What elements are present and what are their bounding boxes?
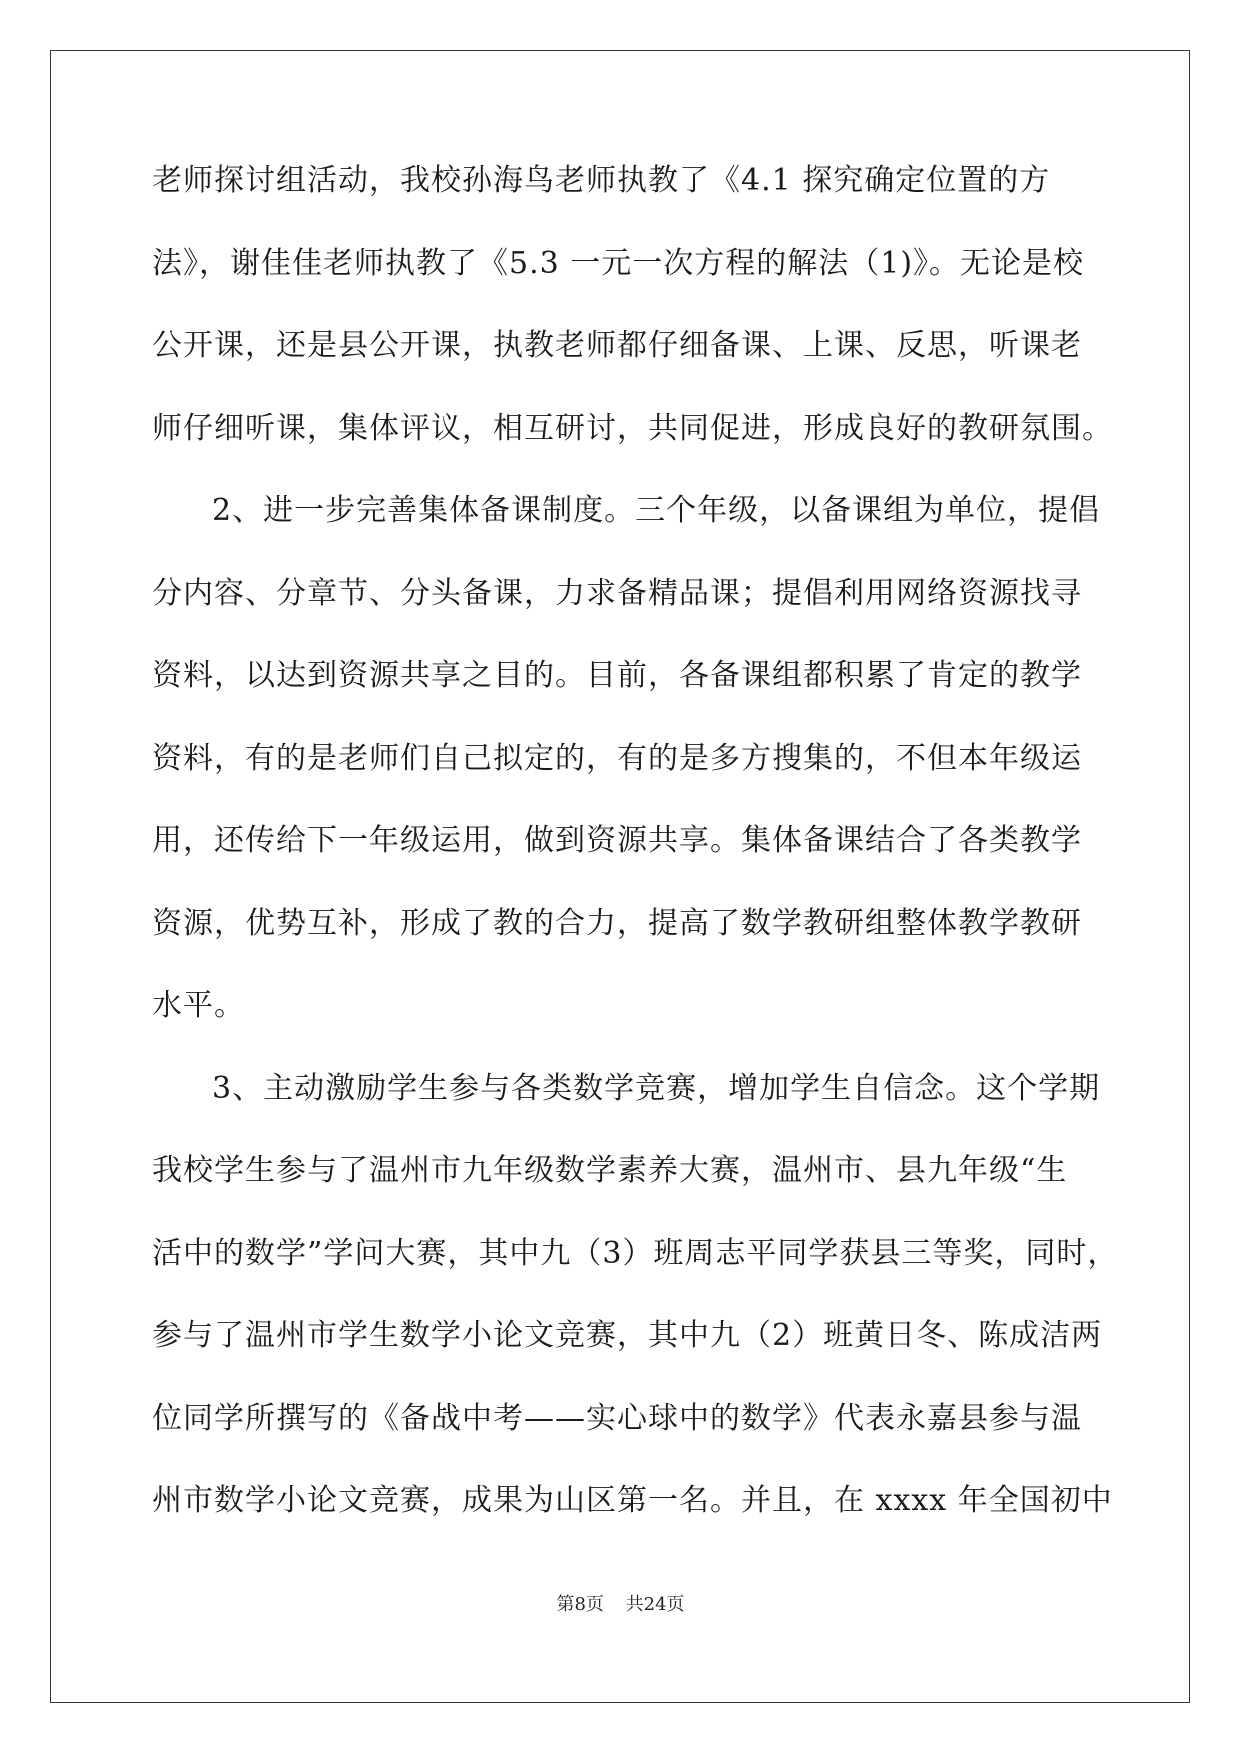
body-line-14: 活中的数学”学问大赛，其中九（3）班周志平同学获县三等奖，同时， <box>152 1235 1119 1271</box>
body-line-15: 参与了温州市学生数学小论文竞赛，其中九（2）班黄日冬、陈成洁两 <box>152 1318 1103 1353</box>
document-body <box>152 157 1119 1560</box>
body-line-13: 我校学生参与了温州市九年级数学素养大赛，温州市、县九年级“生 <box>152 1153 1068 1188</box>
body-line-8: 资料，有的是老师们自己拟定的，有的是多方搜集的，不但本年级运 <box>152 740 1082 776</box>
page-total: 共24页 <box>625 1594 685 1615</box>
body-line-4: 师仔细听课，集体评议，相互研讨，共同促进，形成良好的教研氛围。 <box>152 410 1113 446</box>
body-line-11: 水平。 <box>152 988 245 1023</box>
body-line-17: 州市数学小论文竞赛，成果为山区第一名。并且，在 xxxx 年全国初中 <box>152 1483 1113 1518</box>
page-number-footer <box>0 1590 1241 1616</box>
body-line-7: 资料，以达到资源共享之目的。目前，各备课组都积累了肯定的教学 <box>152 658 1082 693</box>
paragraph-3-first-line: 3、主动激励学生参与各类数学竞赛，增加学生自信念。这个学期 <box>212 1070 1101 1106</box>
body-line-9: 用，还传给下一年级运用，做到资源共享。集体备课结合了各类教学 <box>152 823 1082 858</box>
paragraph-2-first-line: 2、进一步完善集体备课制度。三个年级，以备课组为单位，提倡 <box>212 493 1101 528</box>
body-line-3: 公开课，还是县公开课，执教老师都仔细备课、上课、反思，听课老 <box>152 328 1082 363</box>
body-line-16: 位同学所撰写的《备战中考——实心球中的数学》代表永嘉县参与温 <box>152 1400 1082 1436</box>
page-current: 第8页 <box>556 1594 604 1615</box>
body-line-1: 老师探讨组活动，我校孙海鸟老师执教了《4.1 探究确定位置的方 <box>152 163 1051 198</box>
body-line-6: 分内容、分章节、分头备课，力求备精品课；提倡利用网络资源找寻 <box>152 575 1082 611</box>
body-line-10: 资源，优势互补，形成了教的合力，提高了数学教研组整体教学教研 <box>152 905 1082 941</box>
body-line-2: 法》，谢佳佳老师执教了《5.3 一元一次方程的解法（1)》。无论是校 <box>152 245 1085 281</box>
